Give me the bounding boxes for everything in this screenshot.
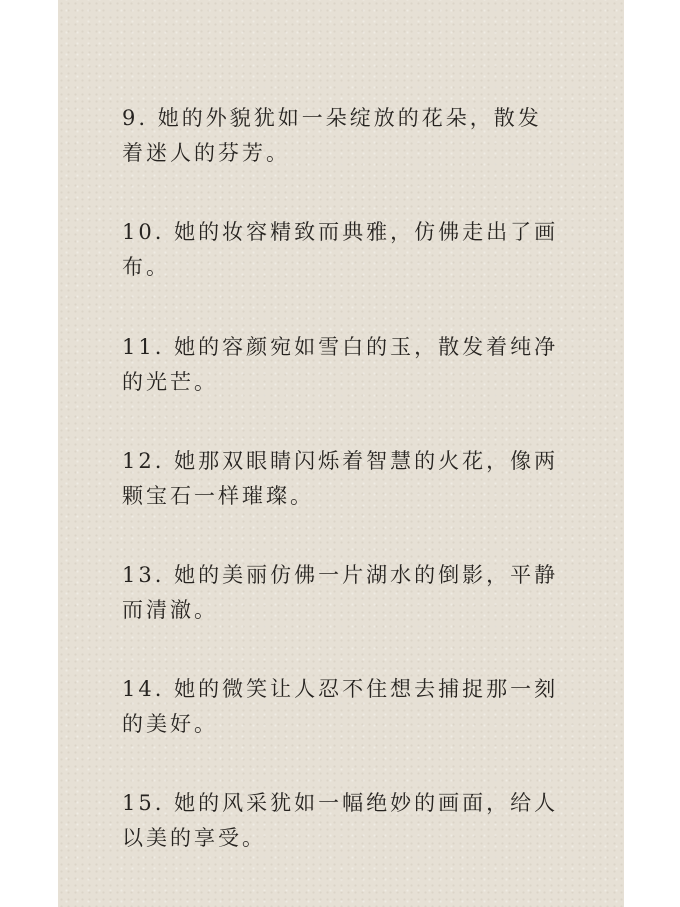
list-item [122,444,562,514]
item-number: 11. [122,335,165,359]
list-item [122,672,562,742]
item-text: 她的微笑让人忍不住想去捕捉那一刻的美好。 [122,677,559,736]
item-text: 她那双眼睛闪烁着智慧的火花，像两颗宝石一样璀璨。 [122,449,559,508]
item-number: 9. [122,106,149,130]
item-number: 10. [122,220,165,244]
item-number: 13. [122,563,165,587]
item-text: 她的风采犹如一幅绝妙的画面，给人以美的享受。 [122,791,559,850]
list-item [122,101,562,171]
item-text: 她的外貌犹如一朵绽放的花朵，散发着迷人的芬芳。 [122,106,542,165]
list-item [122,215,562,285]
paper-page [58,0,624,907]
list-item [122,786,562,856]
item-text: 她的美丽仿佛一片湖水的倒影，平静而清澈。 [122,563,559,622]
item-text: 她的容颜宛如雪白的玉，散发着纯净的光芒。 [122,335,559,394]
list-item [122,330,562,400]
list-item [122,558,562,628]
item-number: 15. [122,791,165,815]
item-text: 她的妆容精致而典雅，仿佛走出了画布。 [122,220,559,279]
item-number: 12. [122,449,165,473]
item-number: 14. [122,677,165,701]
